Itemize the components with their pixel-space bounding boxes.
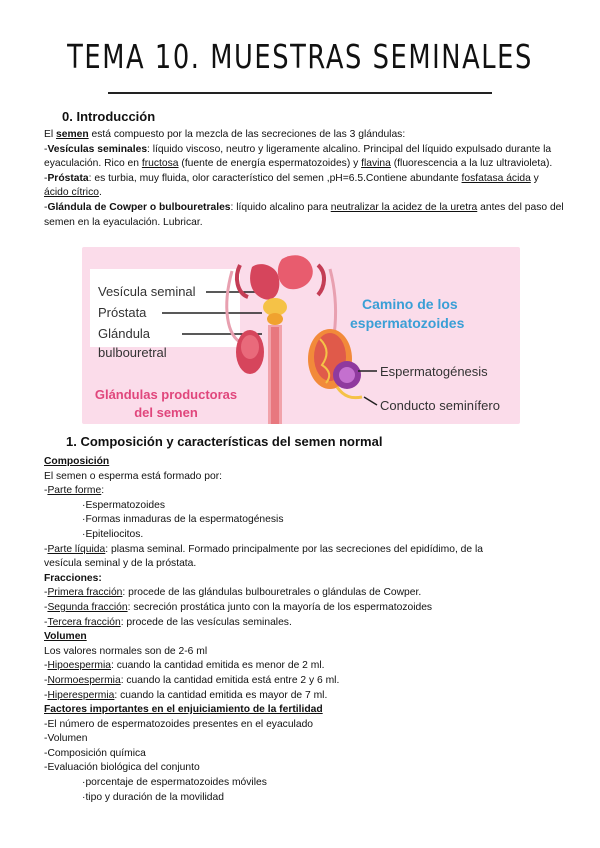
forme-item: ·Espermatozoides (82, 499, 165, 511)
semen-term: semen (56, 129, 89, 140)
volumen-heading: Volumen (44, 631, 87, 643)
factor-item: -Volumen (44, 733, 88, 745)
parte-liquida-line-2: vesícula seminal y de la próstata. (44, 558, 197, 570)
factor-item: -Composición química (44, 747, 146, 759)
forme-item: ·Formas inmaduras de la espermatogénesis (82, 514, 284, 526)
label-vesicula: Vesícula seminal (98, 284, 196, 299)
hiperespermia: -Hiperespermia: cuando la cantidad emitida es mayor de 7 ml. (44, 689, 328, 701)
camino-line-1: Camino de los (362, 296, 458, 312)
composicion-heading: Composición (44, 456, 110, 467)
anatomy-illustration (82, 247, 520, 424)
label-conducto: Conducto seminífero (380, 398, 500, 413)
reproductive-organs-drawing (227, 255, 362, 424)
vesiculas-item: -Vesículas seminales: líquido viscoso, neutro y ligeramente alcalino. Principal del líquido expulsado durante la eyaculación. Rico en fructosa (fuente de energía espermatozoides) y flavina (fluorescencia a la luz ultravioleta). (44, 143, 553, 170)
title-underline (108, 92, 492, 94)
normoespermia: -Normoespermia: cuando la cantidad emitida está entre 2 y 6 ml. (44, 674, 340, 686)
comp-intro: El semen o esperma está formado por: (44, 470, 222, 482)
factor-item: -Evaluación biológica del conjunto (44, 762, 200, 774)
factores-heading: Factores importantes en el enjuiciamiento de la fertilidad (44, 704, 323, 716)
label-espermatogenesis: Espermatogénesis (380, 364, 488, 379)
pointer-conducto (364, 397, 377, 405)
eval-item: ·porcentaje de espermatozoides móviles (82, 777, 267, 789)
section1-body (44, 455, 564, 805)
prostata-item: -Próstata: es turbia, muy fluida, olor característico del semen ,pH=6.5.Contiene abundante fosfatasa ácida y ácido cítrico. (44, 172, 539, 199)
section1-heading: 1. Composición y características del semen normal (66, 434, 383, 449)
segunda-fraccion: -Segunda fracción: secreción prostática junto con la mayoría de los espermatozoides (44, 601, 433, 613)
intro-paragraph (44, 128, 564, 230)
cowper-item: -Glándula de Cowper o bulbouretrales: líquido alcalino para neutralizar la acidez de la uretra antes del paso del semen en la eyaculación. Lubricar. (44, 201, 564, 228)
parte-liquida-line: -Parte líquida: plasma seminal. Formado principalmente por las secreciones del epidídimo, de la (44, 543, 484, 555)
volumen-intro: Los valores normales son de 2-6 ml (44, 645, 208, 657)
label-glandula-1: Glándula (98, 326, 151, 341)
forme-item: ·Epiteliocitos. (82, 528, 144, 540)
label-prostata: Próstata (98, 305, 147, 320)
anatomy-figure (82, 247, 520, 424)
intro-line: El semen está compuesto por la mezcla de las secreciones de las 3 glándulas: (44, 129, 406, 140)
fracciones-heading: Fracciones: (44, 572, 102, 584)
page-title: TEMA 10. MUESTRAS SEMINALES (67, 37, 533, 76)
factor-item: -El número de espermatozoides presentes en el eyaculado (44, 718, 314, 730)
caption-line-1: Glándulas productoras (94, 387, 238, 402)
caption-line-2: del semen (134, 405, 198, 420)
label-glandula-2: bulbouretral (98, 345, 167, 360)
eval-item: ·tipo y duración de la movilidad (82, 791, 224, 803)
camino-line-2: espermatozoides (350, 315, 465, 331)
parte-forme-line: -Parte forme: (44, 485, 105, 497)
intro-heading: 0. Introducción (62, 109, 156, 124)
tercera-fraccion: -Tercera fracción: procede de las vesículas seminales. (44, 616, 292, 628)
primera-fraccion: -Primera fracción: procede de las glándulas bulbouretrales o glándulas de Cowper. (44, 587, 422, 599)
hipoespermia: -Hipoespermia: cuando la cantidad emitida es menor de 2 ml. (44, 660, 325, 672)
